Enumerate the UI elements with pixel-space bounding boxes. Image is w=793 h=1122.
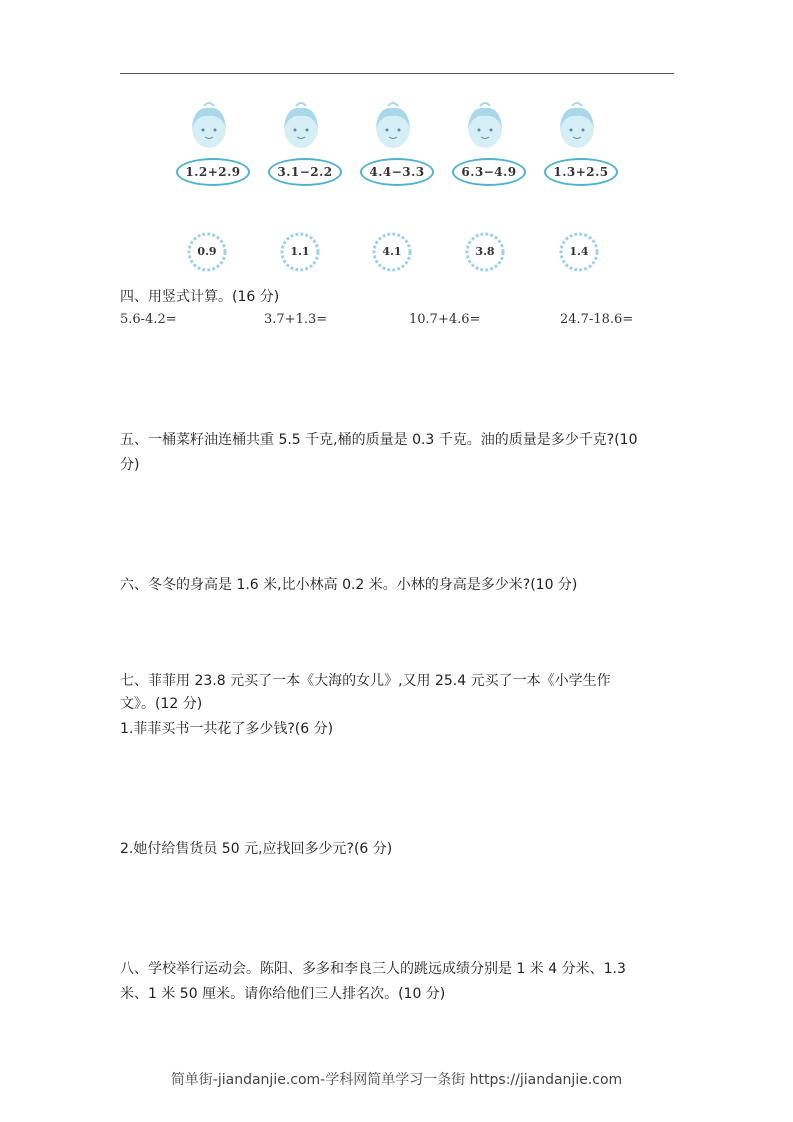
footer-source: 简单街-jiandanjie.com-学科网简单学习一条街 https://jiandanjie.com — [170, 1072, 623, 1088]
girl-icon — [552, 100, 602, 160]
calc-problem: 3.7+1.3= — [264, 312, 328, 327]
section8-line1: 八、学校举行运动会。陈阳、多多和李良三人的跳远成绩分别是 1 米 4 分米、1.3 — [120, 961, 626, 977]
answer-badge — [185, 230, 229, 274]
girl-card — [538, 100, 618, 190]
section7-line2: 文》。(12 分) — [120, 696, 203, 712]
section7-question2: 2.她付给售货员 50 元,应找回多少元?(6 分) — [120, 841, 393, 857]
answer-badge — [370, 230, 414, 274]
girl-card — [170, 100, 250, 190]
answer-badge — [463, 230, 507, 274]
section7-line1: 七、菲菲用 23.8 元买了一本《大海的女儿》,又用 25.4 元买了一本《小学生作 — [120, 673, 611, 689]
girl-icon — [368, 100, 418, 160]
answer-value: 3.8 — [475, 245, 495, 258]
section5-line1: 五、一桶菜籽油连桶共重 5.5 千克,桶的质量是 0.3 千克。油的质量是多少千克?(10 — [120, 432, 638, 448]
girl-card — [446, 100, 526, 190]
section8-line2: 米、1 米 50 厘米。请你给他们三人排名次。(10 分) — [120, 986, 446, 1002]
answer-value: 0.9 — [197, 245, 217, 258]
answer-badge — [278, 230, 322, 274]
answer-row — [170, 230, 630, 280]
expression-label: 4.4−3.3 — [360, 158, 434, 186]
girl-icon — [460, 100, 510, 160]
section6-line1: 六、冬冬的身高是 1.6 米,比小林高 0.2 米。小林的身高是多少米?(10 分) — [120, 577, 578, 593]
expression-row — [170, 100, 630, 190]
expression-label: 1.3+2.5 — [544, 158, 618, 186]
section4-title: 四、用竖式计算。(16 分) — [120, 289, 280, 305]
answer-value: 1.4 — [569, 245, 589, 258]
calc-problem: 24.7-18.6= — [560, 312, 634, 327]
girl-icon — [184, 100, 234, 160]
girl-card — [354, 100, 434, 190]
girl-card — [262, 100, 342, 190]
header-rule — [120, 73, 674, 74]
answer-value: 4.1 — [382, 245, 402, 258]
girl-icon — [276, 100, 326, 160]
expression-label: 1.2+2.9 — [176, 158, 250, 186]
answer-value: 1.1 — [290, 245, 310, 258]
section5-line2: 分) — [120, 457, 140, 473]
expression-label: 3.1−2.2 — [268, 158, 342, 186]
calc-problem: 10.7+4.6= — [409, 312, 481, 327]
answer-badge — [557, 230, 601, 274]
calc-problem: 5.6-4.2= — [120, 312, 177, 327]
section7-question1: 1.菲菲买书一共花了多少钱?(6 分) — [120, 721, 334, 737]
expression-label: 6.3−4.9 — [452, 158, 526, 186]
